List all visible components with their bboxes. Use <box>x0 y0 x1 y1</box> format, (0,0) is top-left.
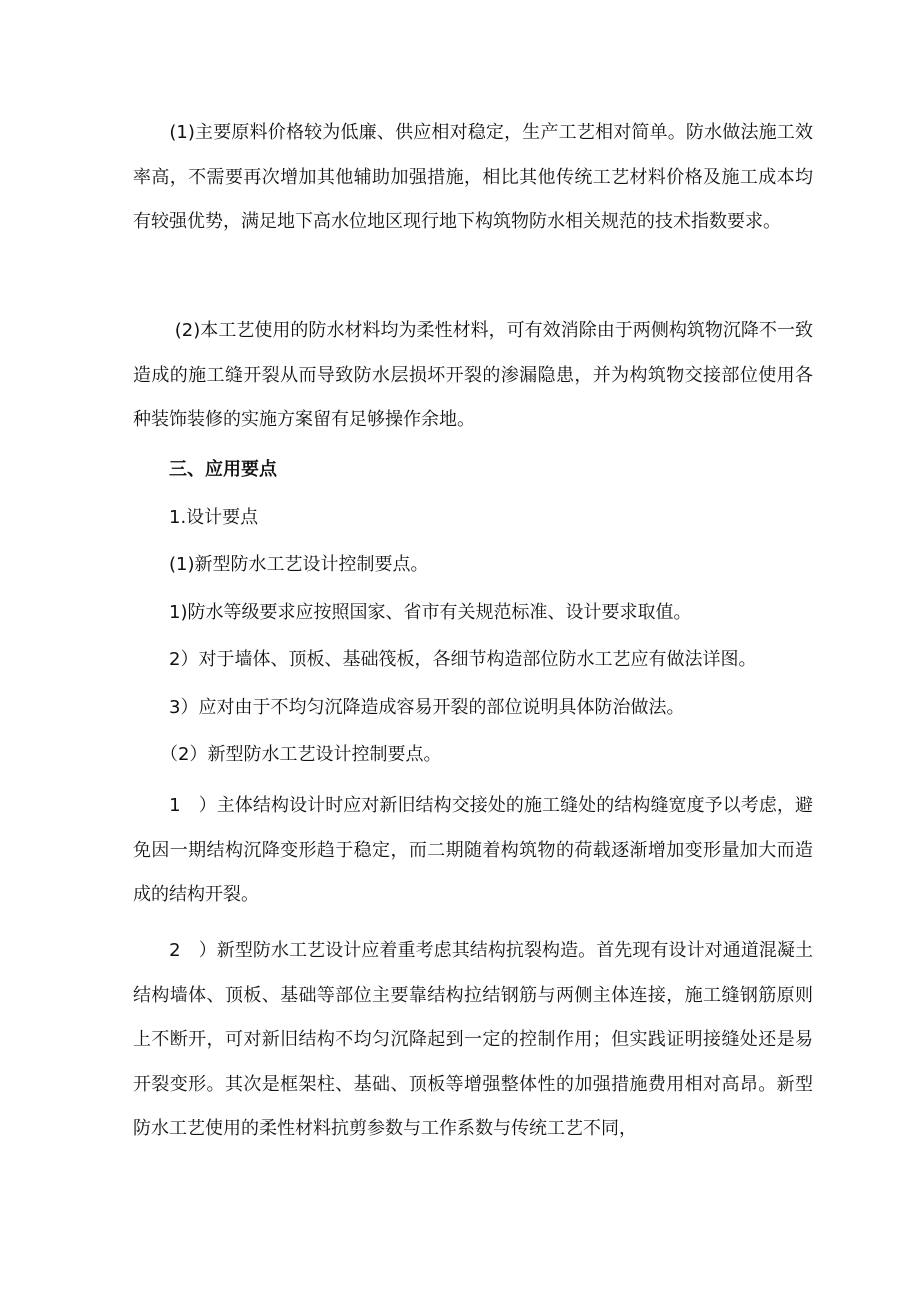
item-waterproof-grade: 1)防水等级要求应按照国家、省市有关规范标准、设计要求取值。 <box>133 602 692 623</box>
paragraph-structural-joint: 1 ）主体结构设计时应对新旧结构交接处的施工缝处的结构缝宽度予以考虑，避免因一期结构沉降变形趋于稳定，而二期随着构筑物的荷载逐渐增加变形量加大而造成的结构开裂。 <box>133 795 813 905</box>
section-heading-application-points: 三、应用要点 <box>133 459 277 480</box>
item-settlement-cracking: 3）应对由于不均匀沉降造成容易开裂的部位说明具体防治做法。 <box>133 697 685 718</box>
item-design-control-2: （2）新型防水工艺设计控制要点。 <box>133 744 442 765</box>
paragraph-advantage-2: (2)本工艺使用的防水材料均为柔性材料，可有效消除由于两侧构筑物沉降不一致造成的施工缝开裂从而导致防水层损坏开裂的渗漏隐患，并为构筑物交接部位使用各种装饰装修的实施方案留有足够操作余地。 <box>133 320 813 430</box>
paragraph-advantage-1: (1)主要原料价格较为低廉、供应相对稳定，生产工艺相对简单。防水做法施工效率高，不需要再次增加其他辅助加强措施，相比其他传统工艺材料价格及施工成本均有较强优势，满足地下高水位地区现行地下构筑物防水相关规范的技术指数要求。 <box>133 122 813 232</box>
item-design-control-1: (1)新型防水工艺设计控制要点。 <box>133 554 429 575</box>
item-detail-drawings: 2）对于墙体、顶板、基础筏板，各细节构造部位防水工艺应有做法详图。 <box>133 649 757 670</box>
paragraph-crack-resistance: 2 ）新型防水工艺设计应着重考虑其结构抗裂构造。首先现有设计对通道混凝土结构墙体、顶板、基础等部位主要靠结构拉结钢筋与两侧主体连接，施工缝钢筋原则上不断开，可对新旧结构不均匀沉降起到一定的控制作用；但实践证明接缝处还是易开裂变形。其次是框架柱、基础、顶板等增强整体性的加强措施费用相对高昂。新型防水工艺使用的柔性材料抗剪参数与工作系数与传统工艺不同， <box>133 940 813 1139</box>
subheading-design-points: 1.设计要点 <box>133 507 259 528</box>
